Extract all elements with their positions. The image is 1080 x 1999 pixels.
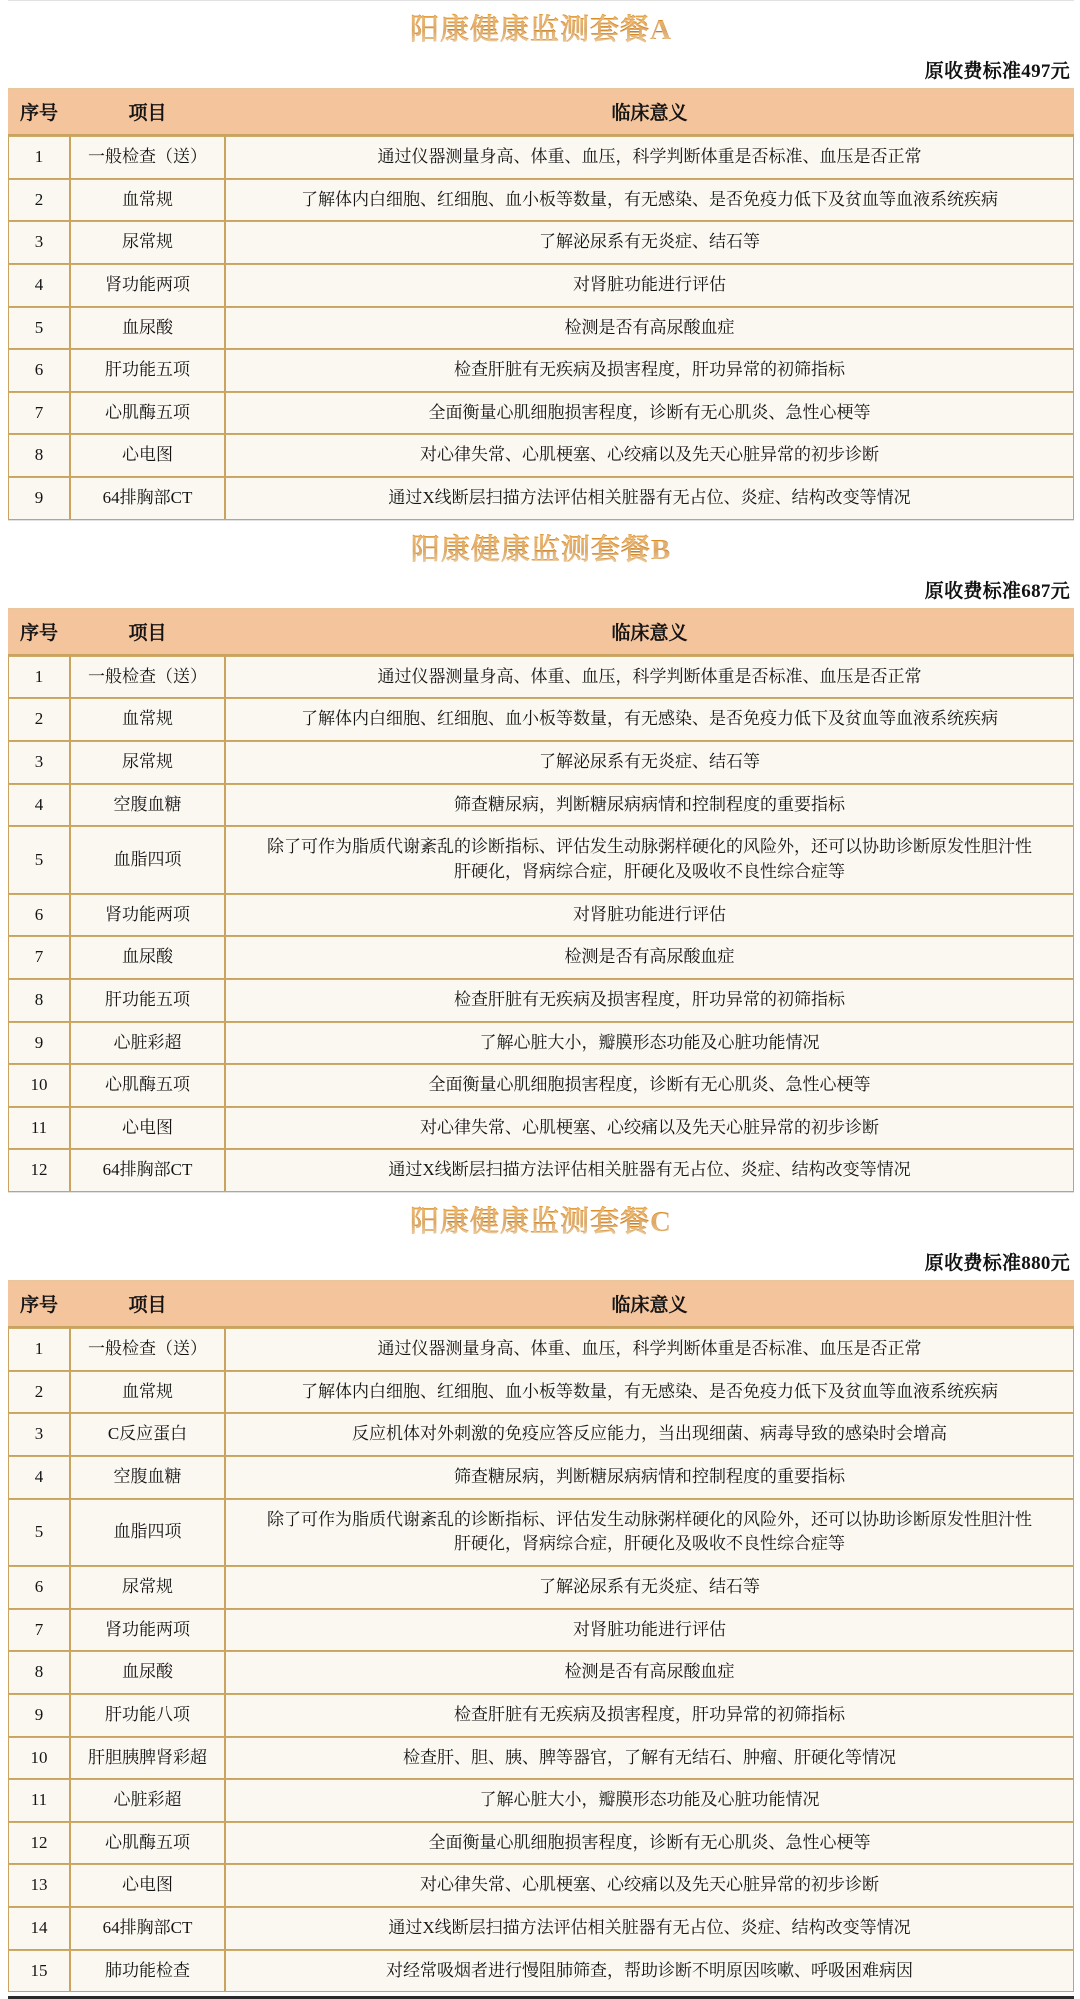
cell-clinical-meaning — [225, 979, 1074, 1022]
table-row — [8, 179, 1074, 222]
cell-row-number: 10 — [8, 1064, 70, 1107]
table-row — [8, 1907, 1074, 1950]
package-price-row — [8, 1245, 1074, 1282]
table-row — [8, 477, 1074, 520]
table-row — [8, 1413, 1074, 1456]
cell-item-name: 一般检查（送） — [70, 136, 225, 179]
table-body — [8, 1328, 1074, 1992]
meaning-line: 检查肝脏有无疾病及损害程度，肝功异常的初筛指标 — [454, 360, 845, 380]
table-header-row — [8, 610, 1074, 656]
cell-row-number: 6 — [8, 1566, 70, 1609]
cell-row-number: 4 — [8, 1456, 70, 1499]
cell-row-number: 13 — [8, 1864, 70, 1907]
cell-row-number: 4 — [8, 784, 70, 827]
table-row — [8, 826, 1074, 893]
cell-item-name: 血脂四项 — [70, 826, 225, 893]
meaning-line: 通过X线断层扫描方法评估相关脏器有无占位、炎症、结构改变等情况 — [388, 488, 911, 508]
table-row — [8, 1022, 1074, 1065]
cell-clinical-meaning — [225, 1864, 1074, 1907]
cell-clinical-meaning — [225, 221, 1074, 264]
cell-item-name: 心脏彩超 — [70, 1779, 225, 1822]
cell-item-name: 血常规 — [70, 179, 225, 222]
package-price-row — [8, 53, 1074, 90]
meaning-line: 全面衡量心肌细胞损害程度，诊断有无心肌炎、急性心梗等 — [428, 1075, 871, 1095]
table-row — [8, 979, 1074, 1022]
cell-row-number: 1 — [8, 1328, 70, 1371]
table-row — [8, 1456, 1074, 1499]
table-head — [8, 90, 1074, 136]
column-header-meaning: 临床意义 — [225, 610, 1074, 656]
cell-clinical-meaning — [225, 1907, 1074, 1950]
table-row — [8, 1651, 1074, 1694]
cell-row-number: 5 — [8, 826, 70, 893]
cell-item-name: 血脂四项 — [70, 1499, 225, 1566]
meaning-line: 了解心脏大小，瓣膜形态功能及心脏功能情况 — [479, 1032, 820, 1052]
cell-row-number: 3 — [8, 1413, 70, 1456]
table-row — [8, 1864, 1074, 1907]
package-section — [8, 520, 1074, 1192]
meaning-line: 除了可作为脂质代谢紊乱的诊断指标、评估发生动脉粥样硬化的风险外，还可以协助诊断原发性胆汁性 — [267, 837, 1032, 857]
table-row — [8, 936, 1074, 979]
cell-clinical-meaning — [225, 349, 1074, 392]
cell-clinical-meaning — [225, 1149, 1074, 1192]
table-row — [8, 1328, 1074, 1371]
table-row — [8, 1737, 1074, 1780]
table-row — [8, 307, 1074, 350]
meaning-line: 对心律失常、心肌梗塞、心绞痛以及先天心脏异常的初步诊断 — [420, 1875, 879, 1895]
cell-item-name: 尿常规 — [70, 741, 225, 784]
package-list — [8, 0, 1074, 1992]
cell-clinical-meaning — [225, 1107, 1074, 1150]
cell-item-name: 心电图 — [70, 1107, 225, 1150]
table-row — [8, 1064, 1074, 1107]
column-header-meaning: 临床意义 — [225, 1282, 1074, 1328]
table-header-row — [8, 90, 1074, 136]
package-title-row — [8, 520, 1074, 573]
column-header-item: 项目 — [70, 1282, 225, 1328]
meaning-line: 检测是否有高尿酸血症 — [564, 1662, 735, 1682]
cell-item-name: 一般检查（送） — [70, 1328, 225, 1371]
package-table — [8, 610, 1074, 1192]
cell-row-number: 9 — [8, 477, 70, 520]
package-title: 阳康健康监测套餐A — [410, 7, 672, 48]
table-row — [8, 264, 1074, 307]
cell-row-number: 10 — [8, 1737, 70, 1780]
cell-item-name: 血尿酸 — [70, 1651, 225, 1694]
cell-item-name: 血尿酸 — [70, 307, 225, 350]
cell-row-number: 5 — [8, 307, 70, 350]
cell-row-number: 1 — [8, 656, 70, 699]
cell-item-name: 肝胆胰脾肾彩超 — [70, 1737, 225, 1780]
cell-item-name: 心电图 — [70, 1864, 225, 1907]
cell-row-number: 9 — [8, 1694, 70, 1737]
table-row — [8, 221, 1074, 264]
table-row — [8, 136, 1074, 179]
cell-row-number: 11 — [8, 1107, 70, 1150]
meaning-line: 对肾脏功能进行评估 — [573, 904, 726, 924]
cell-item-name: 尿常规 — [70, 221, 225, 264]
package-price: 原收费标准497元 — [924, 61, 1070, 82]
cell-clinical-meaning — [225, 1371, 1074, 1414]
cell-item-name: 肝功能五项 — [70, 349, 225, 392]
cell-item-name: 肺功能检查 — [70, 1950, 225, 1993]
cell-clinical-meaning — [225, 1822, 1074, 1865]
cell-clinical-meaning — [225, 136, 1074, 179]
cell-clinical-meaning — [225, 1022, 1074, 1065]
meaning-line: 通过X线断层扫描方法评估相关脏器有无占位、炎症、结构改变等情况 — [388, 1918, 911, 1938]
cell-row-number: 12 — [8, 1822, 70, 1865]
table-row — [8, 741, 1074, 784]
table-row — [8, 1499, 1074, 1566]
package-title: 阳康健康监测套餐B — [411, 527, 671, 568]
package-table — [8, 1282, 1074, 1992]
meaning-line: 对肾脏功能进行评估 — [573, 1619, 726, 1639]
cell-item-name: 肾功能两项 — [70, 894, 225, 937]
cell-clinical-meaning — [225, 1499, 1074, 1566]
meaning-line: 除了可作为脂质代谢紊乱的诊断指标、评估发生动脉粥样硬化的风险外，还可以协助诊断原发性胆汁性 — [267, 1509, 1032, 1529]
meaning-line: 了解心脏大小，瓣膜形态功能及心脏功能情况 — [479, 1790, 820, 1810]
cell-item-name: 血尿酸 — [70, 936, 225, 979]
package-price-row — [8, 573, 1074, 610]
cell-clinical-meaning — [225, 264, 1074, 307]
package-table — [8, 90, 1074, 520]
cell-clinical-meaning — [225, 894, 1074, 937]
cell-row-number: 7 — [8, 1609, 70, 1652]
table-row — [8, 349, 1074, 392]
package-title: 阳康健康监测套餐C — [410, 1199, 672, 1240]
meaning-line: 通过X线断层扫描方法评估相关脏器有无占位、炎症、结构改变等情况 — [388, 1160, 911, 1180]
cell-item-name: 尿常规 — [70, 1566, 225, 1609]
cell-item-name: 空腹血糖 — [70, 784, 225, 827]
cell-row-number: 3 — [8, 221, 70, 264]
cell-item-name: 心肌酶五项 — [70, 1822, 225, 1865]
table-row — [8, 1822, 1074, 1865]
cell-clinical-meaning — [225, 936, 1074, 979]
meaning-line: 检查肝脏有无疾病及损害程度，肝功异常的初筛指标 — [454, 1704, 845, 1724]
cell-row-number: 15 — [8, 1950, 70, 1993]
table-row — [8, 1950, 1074, 1993]
cell-row-number: 9 — [8, 1022, 70, 1065]
table-head — [8, 610, 1074, 656]
table-row — [8, 1107, 1074, 1150]
meaning-line: 通过仪器测量身高、体重、血压，科学判断体重是否标准、血压是否正常 — [377, 666, 922, 686]
cell-clinical-meaning — [225, 1328, 1074, 1371]
meaning-line: 检测是否有高尿酸血症 — [564, 317, 735, 337]
cell-row-number: 12 — [8, 1149, 70, 1192]
cell-item-name: 心脏彩超 — [70, 1022, 225, 1065]
meaning-line: 全面衡量心肌细胞损害程度，诊断有无心肌炎、急性心梗等 — [428, 1832, 871, 1852]
cell-clinical-meaning — [225, 698, 1074, 741]
cell-row-number: 11 — [8, 1779, 70, 1822]
meaning-line: 对肾脏功能进行评估 — [573, 274, 726, 294]
cell-row-number: 5 — [8, 1499, 70, 1566]
cell-item-name: 肾功能两项 — [70, 1609, 225, 1652]
cell-row-number: 8 — [8, 979, 70, 1022]
package-price: 原收费标准880元 — [924, 1253, 1070, 1275]
table-row — [8, 1149, 1074, 1192]
cell-clinical-meaning — [225, 826, 1074, 893]
cell-row-number: 7 — [8, 392, 70, 435]
cell-clinical-meaning — [225, 784, 1074, 827]
cell-item-name: 64排胸部CT — [70, 1149, 225, 1192]
cell-row-number: 2 — [8, 698, 70, 741]
cell-item-name: 肝功能五项 — [70, 979, 225, 1022]
package-section — [8, 0, 1074, 520]
meaning-line: 肝硬化，肾病综合症，肝硬化及吸收不良性综合症等 — [454, 861, 845, 881]
table-row — [8, 392, 1074, 435]
cell-clinical-meaning — [225, 477, 1074, 520]
column-header-no: 序号 — [8, 90, 70, 136]
meaning-line: 肝硬化，肾病综合症，肝硬化及吸收不良性综合症等 — [454, 1534, 845, 1554]
table-header-row — [8, 1282, 1074, 1328]
package-price: 原收费标准687元 — [924, 580, 1070, 602]
cell-row-number: 3 — [8, 741, 70, 784]
cell-item-name: 血常规 — [70, 1371, 225, 1414]
meaning-line: 检查肝、胆、胰、脾等器官，了解有无结石、肿瘤、肝硬化等情况 — [403, 1747, 896, 1767]
cell-row-number: 2 — [8, 1371, 70, 1414]
cell-clinical-meaning — [225, 1064, 1074, 1107]
cell-row-number: 6 — [8, 894, 70, 937]
cell-item-name: 心电图 — [70, 434, 225, 477]
cell-clinical-meaning — [225, 434, 1074, 477]
package-title-row — [8, 1192, 1074, 1245]
meaning-line: 了解泌尿系有无炎症、结石等 — [539, 1576, 760, 1596]
meaning-line: 检查肝脏有无疾病及损害程度，肝功异常的初筛指标 — [454, 989, 845, 1009]
cell-item-name: 心肌酶五项 — [70, 1064, 225, 1107]
cell-clinical-meaning — [225, 1651, 1074, 1694]
cell-item-name: 一般检查（送） — [70, 656, 225, 699]
cell-row-number: 7 — [8, 936, 70, 979]
table-row — [8, 656, 1074, 699]
table-body — [8, 136, 1074, 520]
cell-row-number: 8 — [8, 1651, 70, 1694]
cell-clinical-meaning — [225, 1737, 1074, 1780]
table-head — [8, 1282, 1074, 1328]
table-row — [8, 1694, 1074, 1737]
cell-item-name: 心肌酶五项 — [70, 392, 225, 435]
column-header-no: 序号 — [8, 610, 70, 656]
cell-clinical-meaning — [225, 1566, 1074, 1609]
cell-clinical-meaning — [225, 741, 1074, 784]
cell-item-name: 肝功能八项 — [70, 1694, 225, 1737]
cell-clinical-meaning — [225, 1694, 1074, 1737]
cell-item-name: 64排胸部CT — [70, 1907, 225, 1950]
cell-clinical-meaning — [225, 1950, 1074, 1993]
cell-item-name: 血常规 — [70, 698, 225, 741]
cell-item-name: 64排胸部CT — [70, 477, 225, 520]
meaning-line: 了解体内白细胞、红细胞、血小板等数量，有无感染、是否免疫力低下及贫血等血液系统疾病 — [301, 189, 998, 209]
cell-clinical-meaning — [225, 1456, 1074, 1499]
package-section — [8, 1192, 1074, 1992]
table-row — [8, 1566, 1074, 1609]
cell-clinical-meaning — [225, 656, 1074, 699]
cell-clinical-meaning — [225, 179, 1074, 222]
meaning-line: 了解泌尿系有无炎症、结石等 — [539, 232, 760, 252]
meaning-line: 反应机体对外刺激的免疫应答反应能力，当出现细菌、病毒导致的感染时会增高 — [352, 1424, 947, 1444]
table-row — [8, 434, 1074, 477]
meaning-line: 通过仪器测量身高、体重、血压，科学判断体重是否标准、血压是否正常 — [377, 1339, 922, 1359]
cell-row-number: 1 — [8, 136, 70, 179]
meaning-line: 对经常吸烟者进行慢阻肺筛查，帮助诊断不明原因咳嗽、呼吸困难病因 — [386, 1960, 913, 1980]
meaning-line: 了解泌尿系有无炎症、结石等 — [539, 752, 760, 772]
meaning-line: 通过仪器测量身高、体重、血压，科学判断体重是否标准、血压是否正常 — [377, 147, 922, 166]
cell-clinical-meaning — [225, 1609, 1074, 1652]
package-title-row — [8, 0, 1074, 53]
meaning-line: 筛查糖尿病，判断糖尿病病情和控制程度的重要指标 — [454, 1467, 845, 1487]
cell-clinical-meaning — [225, 392, 1074, 435]
column-header-no: 序号 — [8, 1282, 70, 1328]
cell-row-number: 2 — [8, 179, 70, 222]
cell-row-number: 8 — [8, 434, 70, 477]
meaning-line: 全面衡量心肌细胞损害程度，诊断有无心肌炎、急性心梗等 — [428, 402, 871, 422]
cell-clinical-meaning — [225, 1779, 1074, 1822]
cell-clinical-meaning — [225, 1413, 1074, 1456]
meaning-line: 了解体内白细胞、红细胞、血小板等数量，有无感染、是否免疫力低下及贫血等血液系统疾病 — [301, 709, 998, 729]
table-row — [8, 1609, 1074, 1652]
table-row — [8, 698, 1074, 741]
column-header-meaning: 临床意义 — [225, 90, 1074, 136]
cell-row-number: 6 — [8, 349, 70, 392]
table-row — [8, 1779, 1074, 1822]
table-body — [8, 656, 1074, 1192]
cell-item-name: 肾功能两项 — [70, 264, 225, 307]
cell-item-name: C反应蛋白 — [70, 1413, 225, 1456]
meaning-line: 对心律失常、心肌梗塞、心绞痛以及先天心脏异常的初步诊断 — [420, 1117, 879, 1137]
table-row — [8, 1371, 1074, 1414]
cell-item-name: 空腹血糖 — [70, 1456, 225, 1499]
table-row — [8, 784, 1074, 827]
meaning-line: 检测是否有高尿酸血症 — [564, 947, 735, 967]
meaning-line: 对心律失常、心肌梗塞、心绞痛以及先天心脏异常的初步诊断 — [420, 445, 879, 465]
column-header-item: 项目 — [70, 90, 225, 136]
table-row — [8, 894, 1074, 937]
meaning-line: 筛查糖尿病，判断糖尿病病情和控制程度的重要指标 — [454, 794, 845, 814]
cell-row-number: 4 — [8, 264, 70, 307]
meaning-line: 了解体内白细胞、红细胞、血小板等数量，有无感染、是否免疫力低下及贫血等血液系统疾病 — [301, 1381, 998, 1401]
column-header-item: 项目 — [70, 610, 225, 656]
cell-clinical-meaning — [225, 307, 1074, 350]
cell-row-number: 14 — [8, 1907, 70, 1950]
